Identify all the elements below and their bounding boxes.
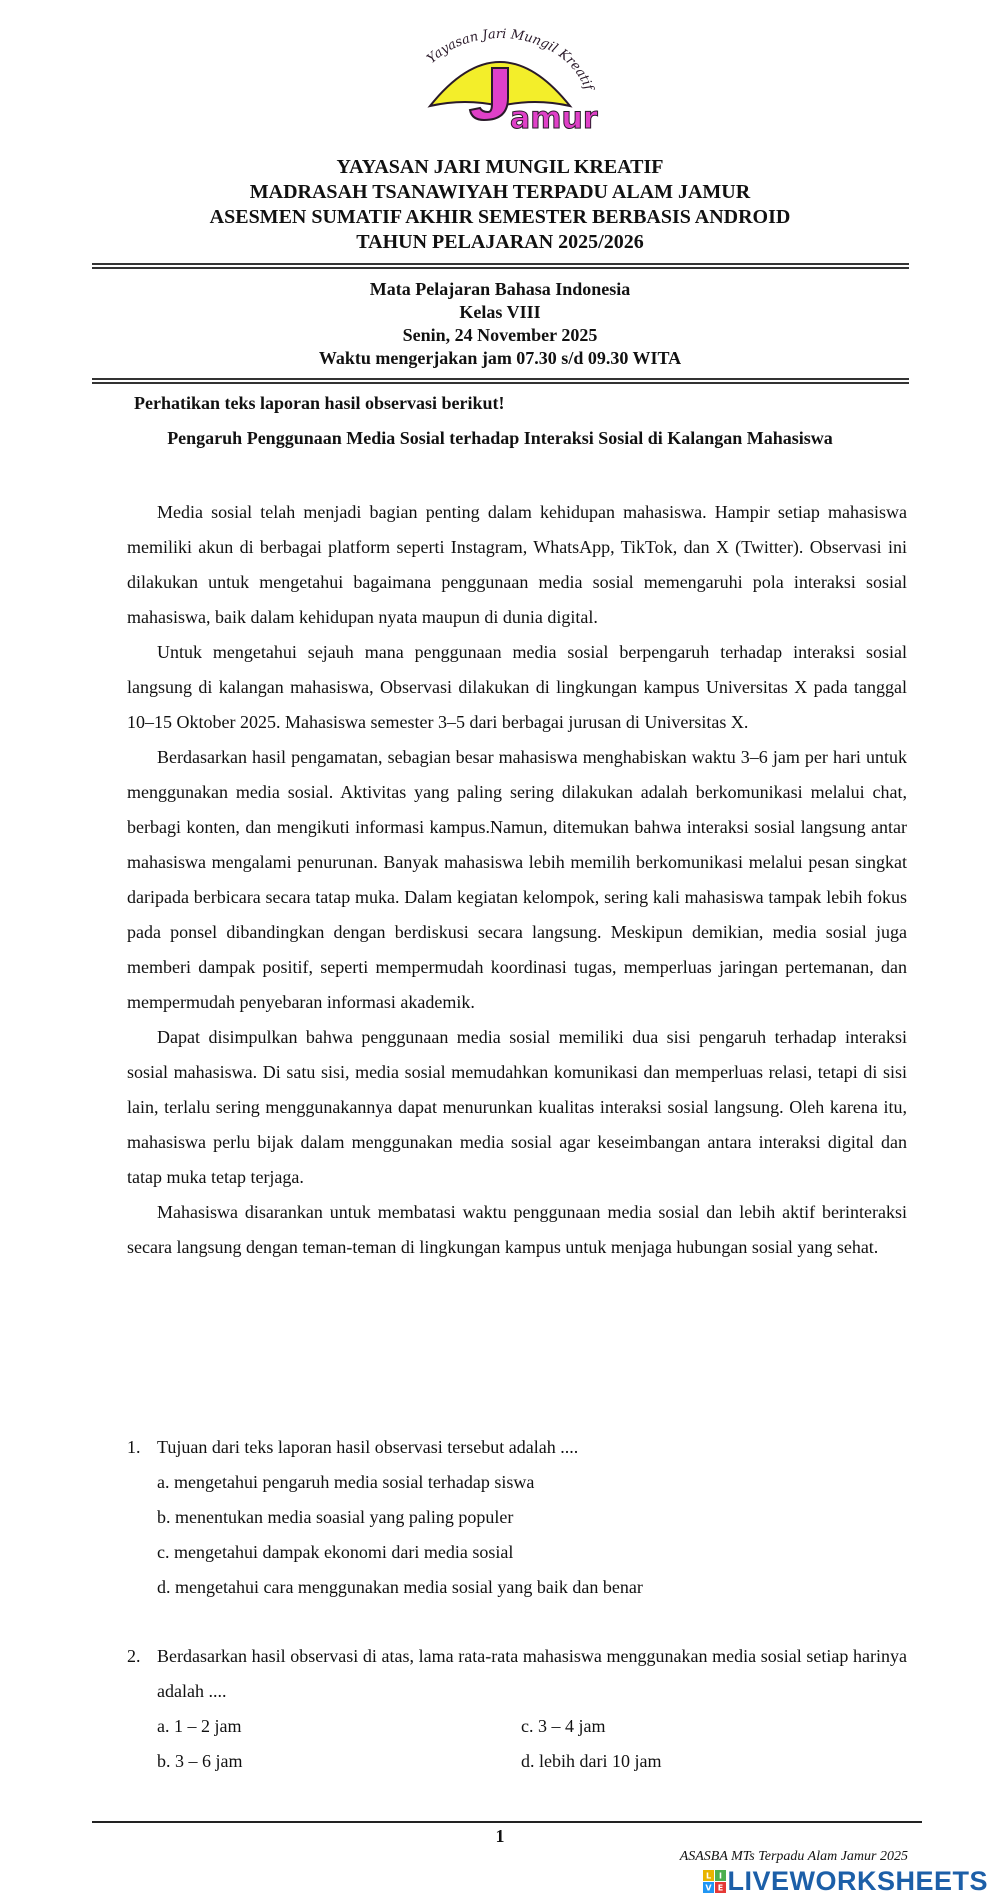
option-c[interactable]: c. 3 – 4 jam bbox=[521, 1716, 606, 1736]
question-2 bbox=[127, 1639, 907, 1779]
footer-credit: ASASBA MTs Terpadu Alam Jamur 2025 bbox=[679, 1849, 908, 1864]
paragraph: Berdasarkan hasil pengamatan, sebagian besar mahasiswa menghabiskan waktu 3–6 jam per hari untuk menggunakan media sosial. Aktivitas yang paling sering dilakukan adalah berkomunikasi melalui chat, berbagi konten, dan mengikuti informasi kampus.Namun, ditemukan bahwa interaksi sosial langsung antar mahasiswa mengalami penurunan. Banyak mahasiswa lebih memilih berkomunikasi melalui pesan singkat daripada berbicara secara tatap muka. Dalam kegiatan kelompok, sering kali mahasiswa tampak lebih fokus pada ponsel dibandingkan dengan berdiskusi secara langsung. Meskipun demikian, media sosial juga memberi dampak positif, seperti mempermudah koordinasi tugas, memperluas jaringan pertemanan, dan mempermudah penyebaran informasi akademik. bbox=[127, 747, 907, 1012]
option-b[interactable]: b. 3 – 6 jam bbox=[157, 1751, 243, 1771]
jamur-logo-graphic bbox=[400, 28, 600, 148]
footer-divider bbox=[92, 1821, 922, 1823]
question-number: 1. bbox=[127, 1437, 141, 1457]
exam-info bbox=[0, 278, 1000, 370]
icon-letter: E bbox=[718, 1883, 724, 1892]
paragraph: Mahasiswa disarankan untuk membatasi waktu penggunaan media sosial dan lebih aktif berinteraksi secara langsung dengan teman-teman di lingkungan kampus untuk menjaga hubungan sosial yang sehat. bbox=[127, 1202, 907, 1257]
text-title: Pengaruh Penggunaan Media Sosial terhadap Interaksi Sosial di Kalangan Mahasiswa bbox=[167, 428, 833, 448]
page-number: 1 bbox=[495, 1826, 505, 1846]
icon-letter: I bbox=[719, 1871, 723, 1880]
header-exam-type: ASESMEN SUMATIF AKHIR SEMESTER BERBASIS ANDROID bbox=[209, 206, 791, 228]
exam-subject: Mata Pelajaran Bahasa Indonesia bbox=[369, 279, 631, 299]
question-stem bbox=[127, 1430, 907, 1465]
question-text: Tujuan dari teks laporan hasil observasi tersebut adalah .... bbox=[157, 1437, 579, 1457]
option-a[interactable]: a. mengetahui pengaruh media sosial terhadap siswa bbox=[157, 1472, 535, 1492]
option-a[interactable]: a. 1 – 2 jam bbox=[157, 1716, 242, 1736]
logo-arc-text: Yayasan Jari Mungil Kreatif bbox=[424, 28, 596, 93]
paragraph: Dapat disimpulkan bahwa penggunaan media sosial memiliki dua sisi pengaruh terhadap interaksi sosial mahasiswa. Di satu sisi, media sosial memudahkan komunikasi dan memperluas relasi, tetapi di sisi lain, terlalu sering menggunakannya dapat menurunkan kualitas interaksi sosial langsung. Oleh karena itu, mahasiswa perlu bijak dalam menggunakan media sosial agar keseimbangan antara interaksi digital dan tatap muka tetap terjaga. bbox=[127, 1027, 907, 1187]
header-academic-year: TAHUN PELAJARAN 2025/2026 bbox=[356, 231, 644, 253]
exam-class: Kelas VIII bbox=[459, 302, 541, 322]
info-divider-top bbox=[92, 378, 909, 380]
liveworksheets-brand[interactable] bbox=[703, 1866, 988, 1897]
option-d[interactable]: d. lebih dari 10 jam bbox=[521, 1751, 662, 1771]
header-divider-bottom bbox=[92, 267, 909, 269]
liveworksheets-wordmark: LIVEWORKSHEETS bbox=[727, 1866, 988, 1896]
header-divider-top bbox=[92, 263, 909, 265]
question-text: Berdasarkan hasil observasi di atas, lama rata-rata mahasiswa menggunakan media sosial setiap harinya adalah .... bbox=[157, 1646, 907, 1701]
icon-letter: V bbox=[705, 1883, 713, 1892]
header-school: MADRASAH TSANAWIYAH TERPADU ALAM JAMUR bbox=[249, 181, 751, 203]
school-logo bbox=[400, 28, 600, 148]
exam-date: Senin, 24 November 2025 bbox=[402, 325, 598, 345]
info-divider-bottom bbox=[92, 382, 909, 384]
options-grid bbox=[127, 1709, 907, 1779]
question-stem bbox=[127, 1639, 907, 1709]
observation-text bbox=[127, 495, 907, 1265]
paragraph: Media sosial telah menjadi bagian penting dalam kehidupan mahasiswa. Hampir setiap mahasiswa memiliki akun di berbagai platform seperti Instagram, WhatsApp, TikTok, dan X (Twitter). Observasi ini dilakukan untuk mengetahui bagaimana penggunaan media sosial memengaruhi pola interaksi sosial mahasiswa, baik dalam kehidupan nyata maupun di dunia digital. bbox=[127, 502, 907, 627]
paragraph: Untuk mengetahui sejauh mana penggunaan media sosial berpengaruh terhadap interaksi sosial langsung di kalangan mahasiswa, Observasi dilakukan di lingkungan kampus Universitas X pada tanggal 10–15 Oktober 2025. Mahasiswa semester 3–5 dari berbagai jurusan di Universitas X. bbox=[127, 642, 907, 732]
option-b[interactable]: b. menentukan media soasial yang paling populer bbox=[157, 1507, 514, 1527]
liveworksheets-icon bbox=[703, 1870, 727, 1894]
question-1 bbox=[127, 1430, 907, 1605]
header-foundation: YAYASAN JARI MUNGIL KREATIF bbox=[336, 156, 664, 178]
option-c[interactable]: c. mengetahui dampak ekonomi dari media sosial bbox=[157, 1542, 514, 1562]
exam-time: Waktu mengerjakan jam 07.30 s/d 09.30 WITA bbox=[318, 348, 682, 368]
instruction: Perhatikan teks laporan hasil observasi berikut! bbox=[134, 393, 505, 413]
logo-word: amur bbox=[510, 101, 598, 136]
icon-letter: L bbox=[706, 1871, 712, 1880]
question-number: 2. bbox=[127, 1646, 141, 1666]
school-header bbox=[0, 155, 1000, 255]
option-d[interactable]: d. mengetahui cara menggunakan media sosial yang baik dan benar bbox=[157, 1577, 643, 1597]
